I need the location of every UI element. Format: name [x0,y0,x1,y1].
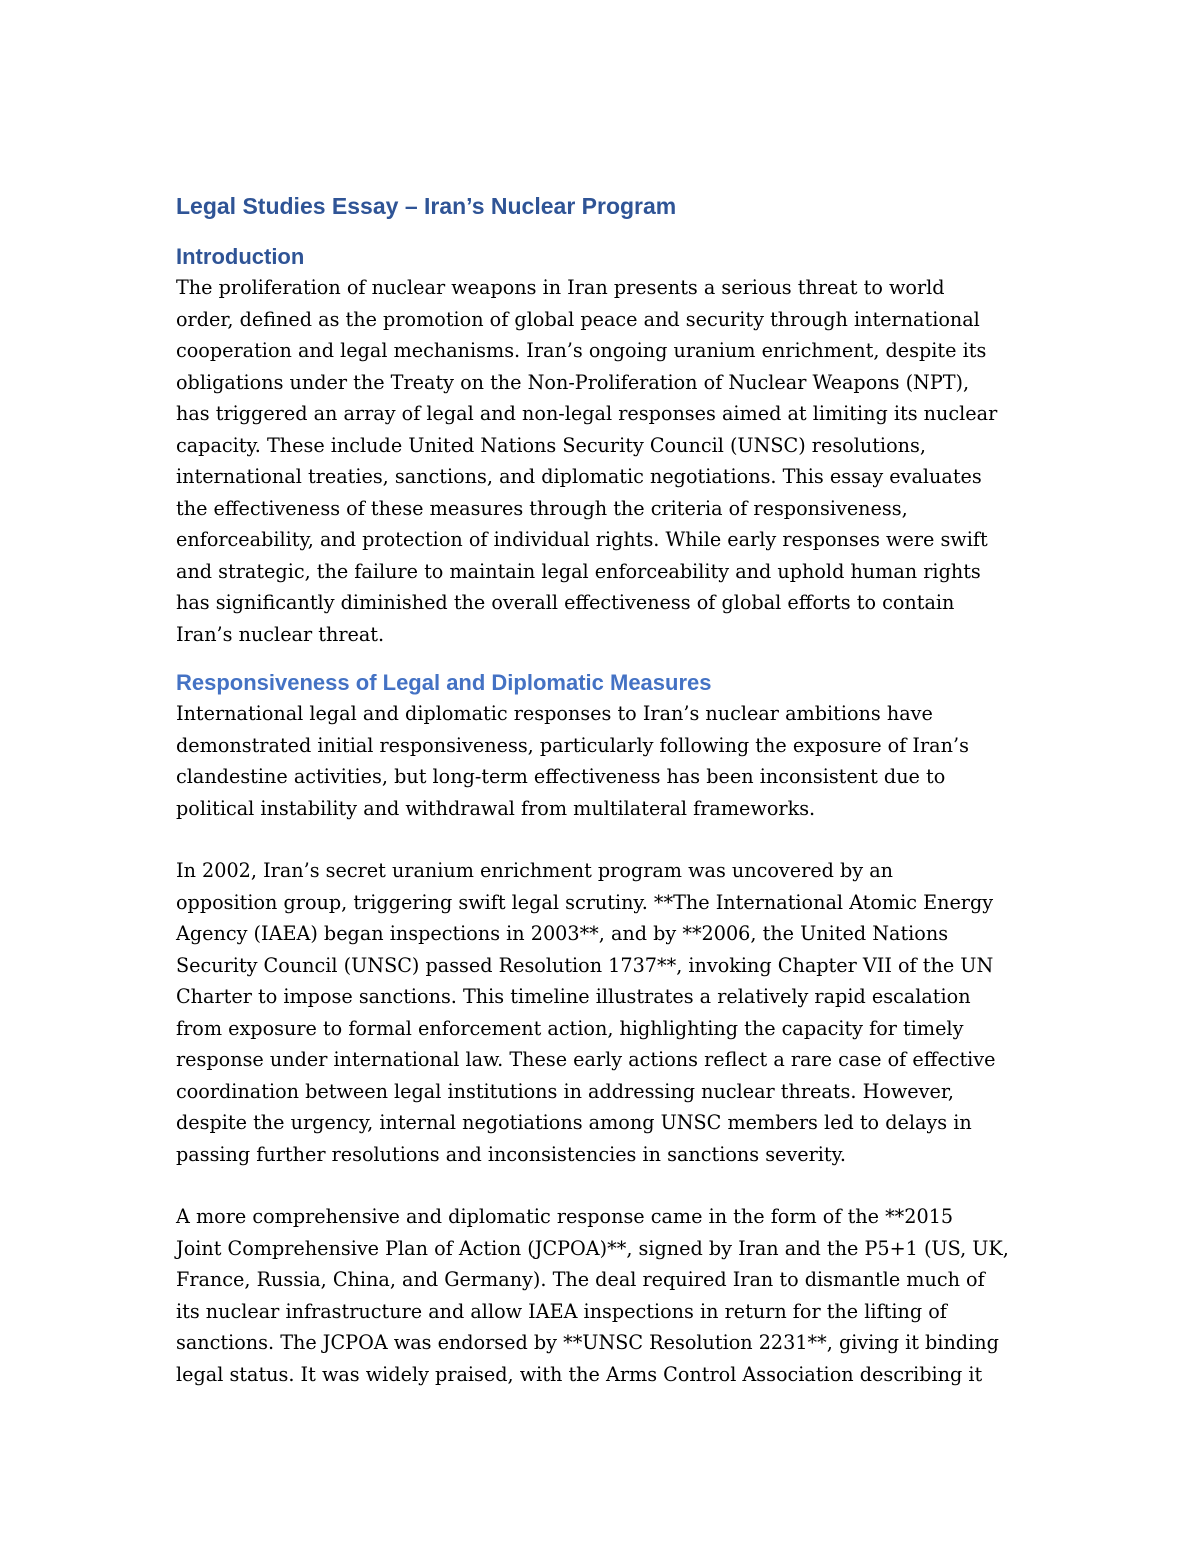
paragraph-responsiveness-3: A more comprehensive and diplomatic response came in the form of the **2015 Joint Comprehensive Plan of Action (JCPOA)**, signed by Iran and the P5+1 (US, UK, France, Russia, China, and Germany). The deal required Iran to dismantle much of its nuclear infrastructure and allow IAEA inspections in return for the lifting of sanctions. The JCPOA was endorsed by **UNSC Resolution 2231**, giving it binding legal status. It was widely praised, with the Arms Control Association describing it [176,1205,1009,1386]
paragraph-responsiveness-1: International legal and diplomatic responses to Iran’s nuclear ambitions have demonstrated initial responsiveness, particularly following the exposure of Iran’s clandestine activities, but long-term effectiveness has been inconsistent due to political instability and withdrawal from multilateral frameworks. [176,702,969,820]
section-heading-responsiveness: Responsiveness of Legal and Diplomatic Measures [176,670,712,695]
section-introduction [176,242,1026,650]
paragraph-responsiveness-2: In 2002, Iran’s secret uranium enrichment program was uncovered by an opposition group, triggering swift legal scrutiny. **The International Atomic Energy Agency (IAEA) began inspections in 2003**, and by **2006, the United Nations Security Council (UNSC) passed Resolution 1737**, invoking Chapter VII of the UN Charter to impose sanctions. This timeline illustrates a relatively rapid escalation from exposure to formal enforcement action, highlighting the capacity for timely response under international law. These early actions reflect a rare case of effective coordination between legal institutions in addressing nuclear threats. However, despite the urgency, internal negotiations among UNSC members led to delays in passing further resolutions and inconsistencies in sanctions severity. [176,859,996,1166]
document-title: Legal Studies Essay – Iran’s Nuclear Program [176,193,677,219]
section-heading-introduction: Introduction [176,244,305,269]
paragraph-introduction: The proliferation of nuclear weapons in Iran presents a serious threat to world order, defined as the promotion of global peace and security through international cooperation and legal mechanisms. Iran’s ongoing uranium enrichment, despite its obligations under the Treaty on the Non-Proliferation of Nuclear Weapons (NPT), has triggered an array of legal and non-legal responses aimed at limiting its nuclear capacity. These include United Nations Security Council (UNSC) resolutions, international treaties, sanctions, and diplomatic negotiations. This essay evaluates the effectiveness of these measures through the criteria of responsiveness, enforceability, and protection of individual rights. While early responses were swift and strategic, the failure to maintain legal enforceability and uphold human rights has significantly diminished the overall effectiveness of global efforts to contain Iran’s nuclear threat. [176,276,998,646]
document-page [176,190,1026,1390]
section-responsiveness [176,668,1026,1390]
